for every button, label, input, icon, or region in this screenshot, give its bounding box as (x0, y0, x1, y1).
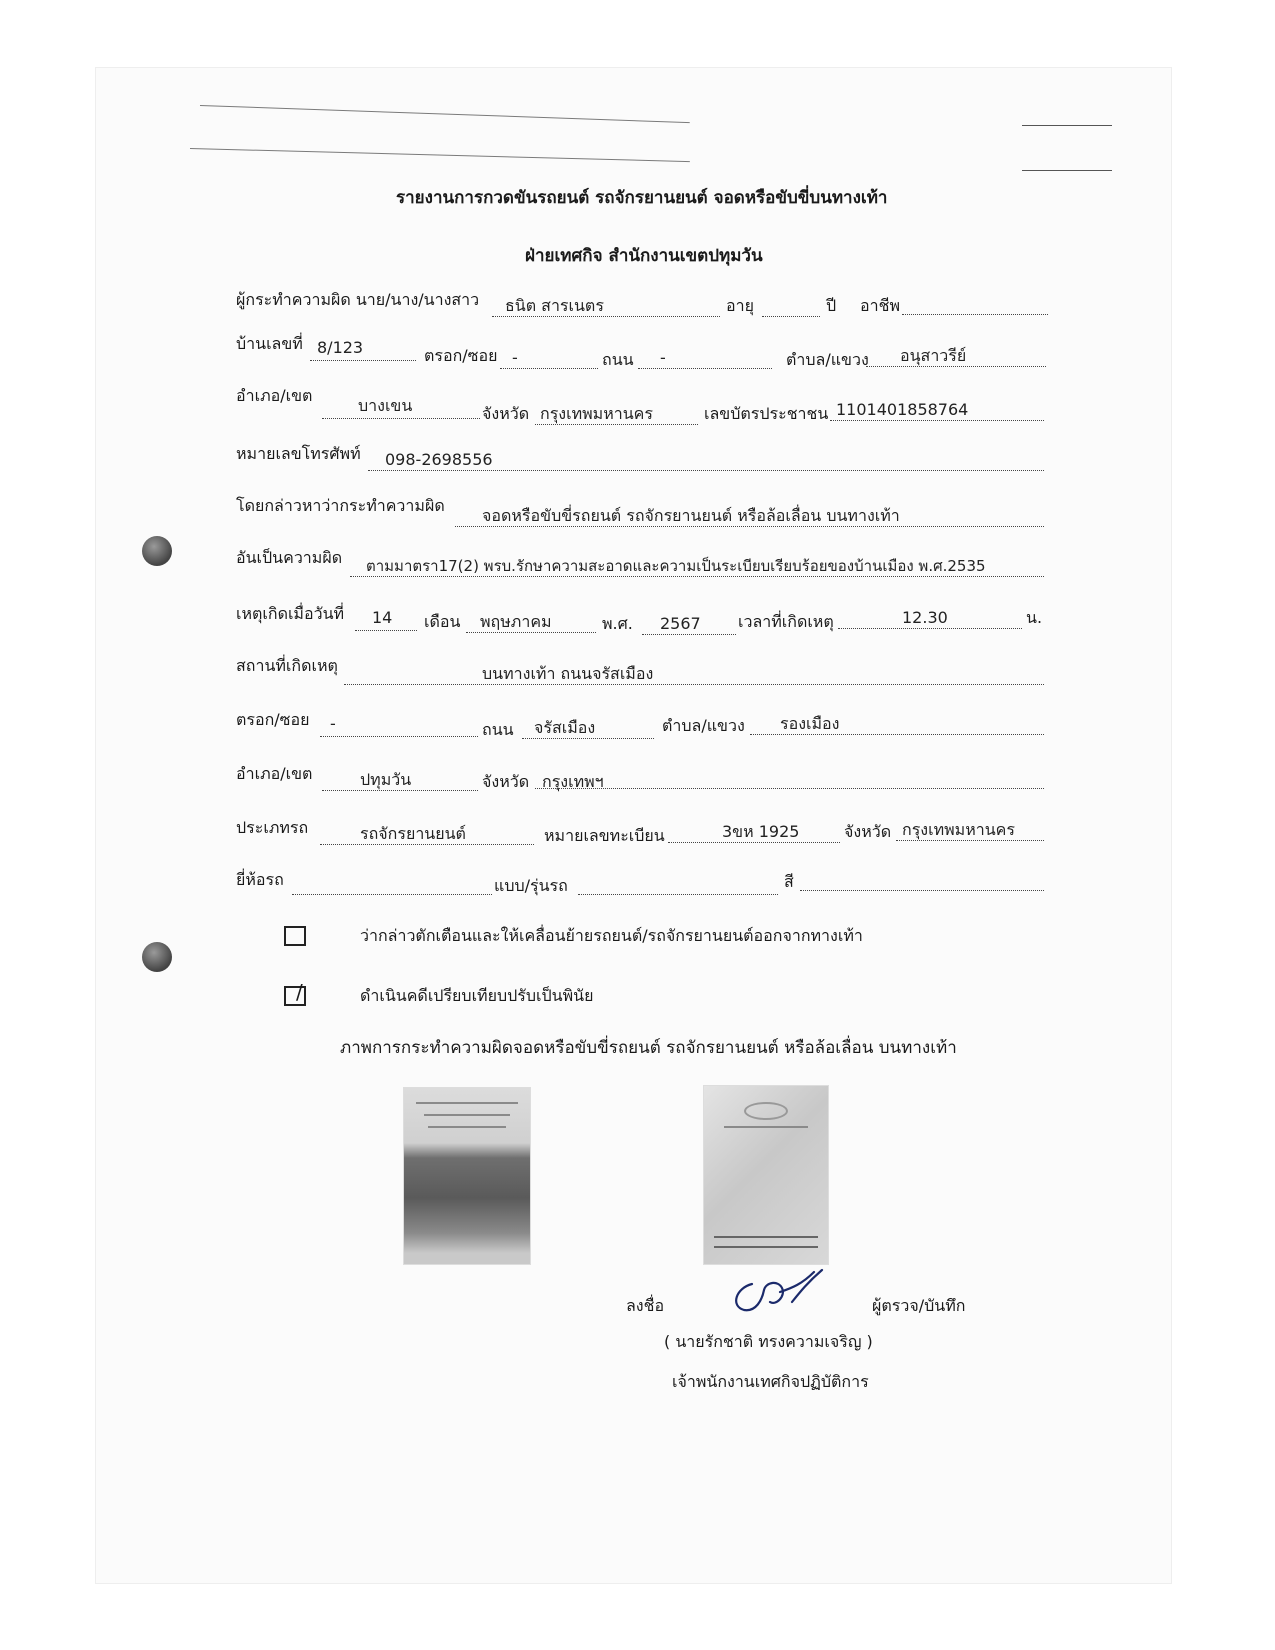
incident-time: 12.30 (902, 608, 948, 627)
brand-label: ยี่ห้อรถ (236, 870, 284, 889)
offender-subdistrict: อนุสาวรีย์ (900, 346, 967, 365)
id-card-line (830, 420, 1044, 421)
month-line (466, 632, 596, 633)
location-district-line (322, 790, 478, 791)
warn-option-label: ว่ากล่าวตักเตือนและให้เคลื่อนย้ายรถยนต์/รถจักรยานยนต์ออกจากทางเท้า (360, 926, 863, 945)
offender-province-line (535, 424, 698, 425)
vehicle-type: รถจักรยานยนต์ (360, 824, 466, 843)
check-mark: / (296, 980, 303, 1004)
time-label: เวลาที่เกิดเหตุ (738, 612, 834, 631)
place-line (344, 684, 1044, 685)
house-no-line (310, 360, 416, 361)
offender-alley-label: ตรอก/ซอย (424, 346, 498, 365)
plate-label: หมายเลขทะเบียน (544, 826, 665, 845)
offender-road: - (660, 348, 666, 367)
offender-district-line (322, 418, 480, 419)
year-label: ปี (826, 296, 837, 315)
phone-label: หมายเลขโทรศัพท์ (236, 444, 361, 463)
photo-caption: ภาพการกระทำความผิดจอดหรือขับขี่รถยนต์ รถจักรยานยนต์ หรือล้อเลื่อน บนทางเท้า (340, 1038, 957, 1058)
occupation-line (902, 314, 1048, 315)
violation-line (350, 576, 1044, 577)
punch-hole (142, 536, 172, 566)
age-line (762, 316, 820, 317)
location-district: ปทุมวัน (360, 770, 412, 789)
fine-option-label: ดำเนินคดีเปรียบเทียบปรับเป็นพินัย (360, 986, 594, 1005)
evidence-photo-1 (404, 1088, 530, 1264)
incident-day: 14 (372, 608, 393, 627)
phone-number: 098-2698556 (385, 450, 493, 469)
model-line (578, 894, 778, 895)
time-unit: น. (1026, 608, 1043, 627)
id-card-label: เลขบัตรประชาชน (704, 404, 829, 423)
vehicle-province: กรุงเทพมหานคร (902, 820, 1015, 839)
offender-subdistrict-line (866, 366, 1046, 367)
offender-name: ธนิต สารเนตร (505, 296, 604, 315)
vehicle-type-line (320, 844, 534, 845)
be-label: พ.ศ. (602, 614, 633, 633)
year-line (642, 634, 736, 635)
color-label: สี (784, 872, 794, 891)
violation-text: ตามมาตรา17(2) พรบ.รักษาความสะอาดและความเป็นระเบียบเรียบร้อยของบ้านเมือง พ.ศ.2535 (366, 557, 986, 575)
offender-alley: - (512, 348, 518, 367)
location-alley: - (330, 714, 336, 733)
sign-label: ลงชื่อ (626, 1296, 665, 1315)
signer-role: ผู้ตรวจ/บันทึก (872, 1296, 966, 1315)
location-province-label: จังหวัด (482, 772, 530, 791)
occupation-label: อาชีพ (860, 296, 900, 315)
offender-subdistrict-label: ตำบล/แขวง (786, 350, 869, 369)
location-subdistrict-label: ตำบล/แขวง (662, 716, 745, 735)
offender-road-label: ถนน (602, 350, 634, 369)
location-road-label: ถนน (482, 720, 514, 739)
age-label: อายุ (726, 296, 754, 315)
location-subdistrict: รองเมือง (780, 714, 840, 733)
house-no-label: บ้านเลขที่ (236, 334, 303, 353)
incident-year: 2567 (660, 614, 701, 633)
month-label: เดือน (424, 612, 461, 631)
offender-province-label: จังหวัด (482, 404, 530, 423)
vehicle-province-label: จังหวัด (844, 822, 892, 841)
date-label: เหตุเกิดเมื่อวันที่ (236, 604, 345, 623)
document-title: รายงานการกวดขันรถยนต์ รถจักรยานยนต์ จอดหรือขับขี่บนทางเท้า (396, 188, 888, 208)
vehicle-province-line (896, 840, 1044, 841)
incident-month: พฤษภาคม (480, 612, 552, 631)
time-line (838, 628, 1022, 629)
color-line (800, 890, 1044, 891)
warn-checkbox[interactable] (284, 926, 306, 946)
punch-hole (142, 942, 172, 972)
signer-name: ( นายรักชาติ ทรงความเจริญ ) (664, 1332, 873, 1351)
offender-name-line (492, 316, 720, 317)
evidence-photo-2 (704, 1086, 828, 1264)
brand-line (292, 894, 492, 895)
signer-position: เจ้าพนักงานเทศกิจปฏิบัติการ (672, 1372, 869, 1391)
offender-road-line (638, 368, 772, 369)
offender-alley-line (500, 368, 598, 369)
location-road-line (522, 738, 654, 739)
location-alley-line (320, 736, 478, 737)
handwritten-signature (722, 1262, 832, 1318)
location-road: จรัสเมือง (534, 718, 596, 737)
edge-mark (1022, 170, 1112, 171)
accused-label: โดยกล่าวหาว่ากระทำความผิด (236, 496, 445, 515)
violation-label: อันเป็นความผิด (236, 548, 343, 567)
document-subtitle: ฝ่ายเทศกิจ สำนักงานเขตปทุมวัน (525, 246, 763, 266)
plate-line (668, 842, 840, 843)
location-province: กรุงเทพฯ (542, 772, 604, 791)
incident-place: บนทางเท้า ถนนจรัสเมือง (482, 664, 654, 683)
plate-number: 3ขห 1925 (722, 822, 800, 841)
location-province-line (535, 788, 1044, 789)
location-subdistrict-line (750, 734, 1044, 735)
day-line (355, 630, 417, 631)
offender-district: บางเขน (358, 396, 413, 415)
vehicle-type-label: ประเภทรถ (236, 818, 309, 837)
offender-district-label: อำเภอ/เขต (236, 386, 313, 405)
model-label: แบบ/รุ่นรถ (494, 876, 568, 895)
accused-offense: จอดหรือขับขี่รถยนต์ รถจักรยานยนต์ หรือล้อเลื่อน บนทางเท้า (482, 506, 900, 525)
place-label: สถานที่เกิดเหตุ (236, 656, 338, 675)
offender-province: กรุงเทพมหานคร (540, 404, 653, 423)
location-district-label: อำเภอ/เขต (236, 764, 313, 783)
phone-line (368, 470, 1044, 471)
offender-name-label: ผู้กระทำความผิด นาย/นาง/นางสาว (236, 290, 480, 309)
house-no: 8/123 (317, 338, 364, 357)
location-alley-label: ตรอก/ซอย (236, 710, 310, 729)
accused-line (455, 526, 1044, 527)
edge-mark (1022, 125, 1112, 126)
id-card-number: 1101401858764 (836, 400, 969, 419)
